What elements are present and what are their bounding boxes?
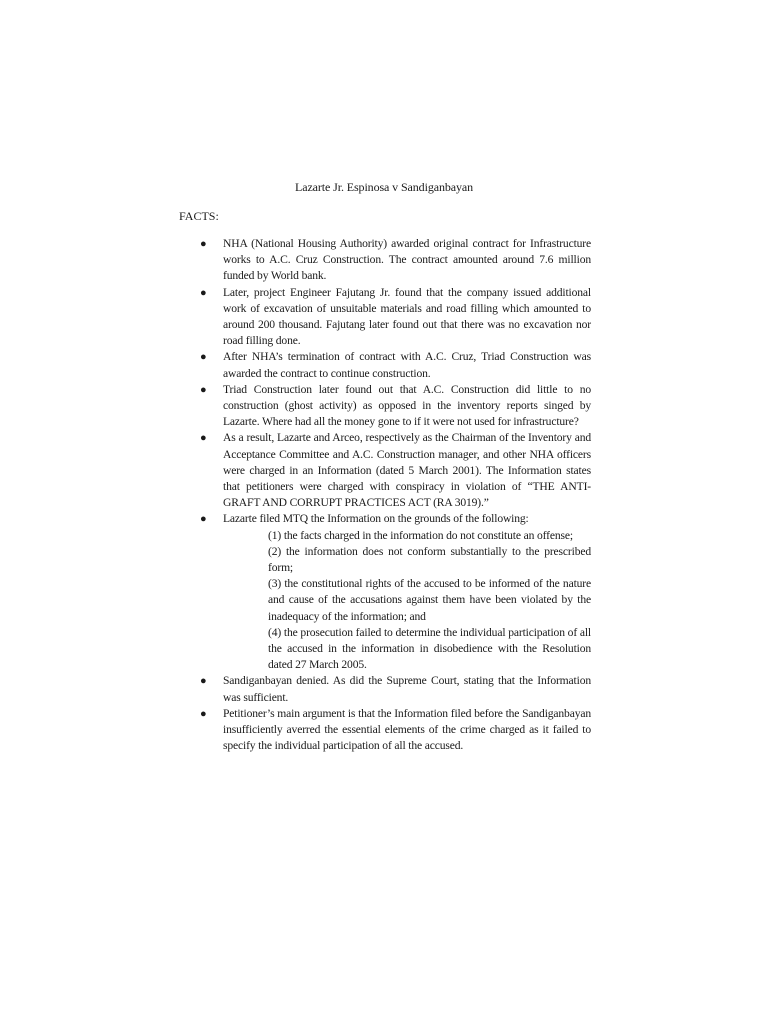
fact-text: NHA (National Housing Authority) awarded original contract for Infrastructure works to A.C. Cruz Construction. The contract amounted around 7.6 million funded by World bank. <box>223 237 591 283</box>
list-item <box>179 673 591 705</box>
fact-text: Triad Construction later found out that A.C. Construction did little to no construction (ghost activity) as opposed in the inventory reports singed by Lazarte. Where had all the money gone to if it were not used for infrastructure? <box>223 382 591 429</box>
bullet-icon: ● <box>200 286 207 299</box>
list-item <box>179 430 591 511</box>
facts-list <box>179 236 591 755</box>
grounds-list <box>223 528 591 674</box>
bullet-icon: ● <box>200 238 207 250</box>
ground-item: (4) the prosecution failed to determine the individual participation of all the accused in the information in disobedience with the Resolution dated 27 March 2005. <box>268 625 591 672</box>
fact-text: Later, project Engineer Fajutang Jr. found that the company issued additional work of excavation of unsuitable materials and road filling which amounted to around 200 thousand. Fajutang later found out that there was no excavation nor road filling done. <box>223 285 591 348</box>
list-item <box>179 382 591 431</box>
fact-text: Petitioner’s main argument is that the Information filed before the Sandiganbayan insufficiently averred the essential elements of the crime charged as it failed to specify the individual participation of all the accused. <box>223 706 591 753</box>
bullet-icon: ● <box>200 675 207 688</box>
bullet-icon: ● <box>200 351 207 364</box>
list-item <box>179 285 591 350</box>
facts-heading: FACTS: <box>179 209 219 223</box>
fact-text: Lazarte filed MTQ the Information on the grounds of the following: <box>223 512 529 526</box>
fact-text: As a result, Lazarte and Arceo, respectively as the Chairman of the Inventory and Acceptance Committee and A.C. Construction manager, and other NHA officers were charged in an Information (dated 5 March 2001). The Information states that petitioners were charged with conspiracy in violation of “THE ANTI-GRAFT AND CORRUPT PRACTICES ACT (RA 3019).” <box>223 431 591 510</box>
bullet-icon: ● <box>200 432 207 445</box>
fact-text: Sandiganbayan denied. As did the Supreme Court, stating that the Information was sufficient. <box>223 674 591 704</box>
ground-item: (3) the constitutional rights of the accused to be informed of the nature and cause of the accusations against them have been violated by the inadequacy of the information; and <box>268 577 591 623</box>
ground-item: (1) the facts charged in the information do not constitute an offense; <box>268 528 573 542</box>
document-title: Lazarte Jr. Espinosa v Sandiganbayan <box>294 180 473 194</box>
bullet-icon: ● <box>200 383 207 396</box>
bullet-icon: ● <box>200 513 207 526</box>
bullet-icon: ● <box>200 707 207 720</box>
list-item <box>179 511 591 673</box>
list-item <box>179 236 591 285</box>
list-item <box>179 349 591 381</box>
fact-text: After NHA’s termination of contract with A.C. Cruz, Triad Construction was awarded the contract to continue construction. <box>223 350 591 380</box>
list-item <box>179 706 591 755</box>
ground-item: (2) the information does not conform substantially to the prescribed form; <box>268 544 591 575</box>
